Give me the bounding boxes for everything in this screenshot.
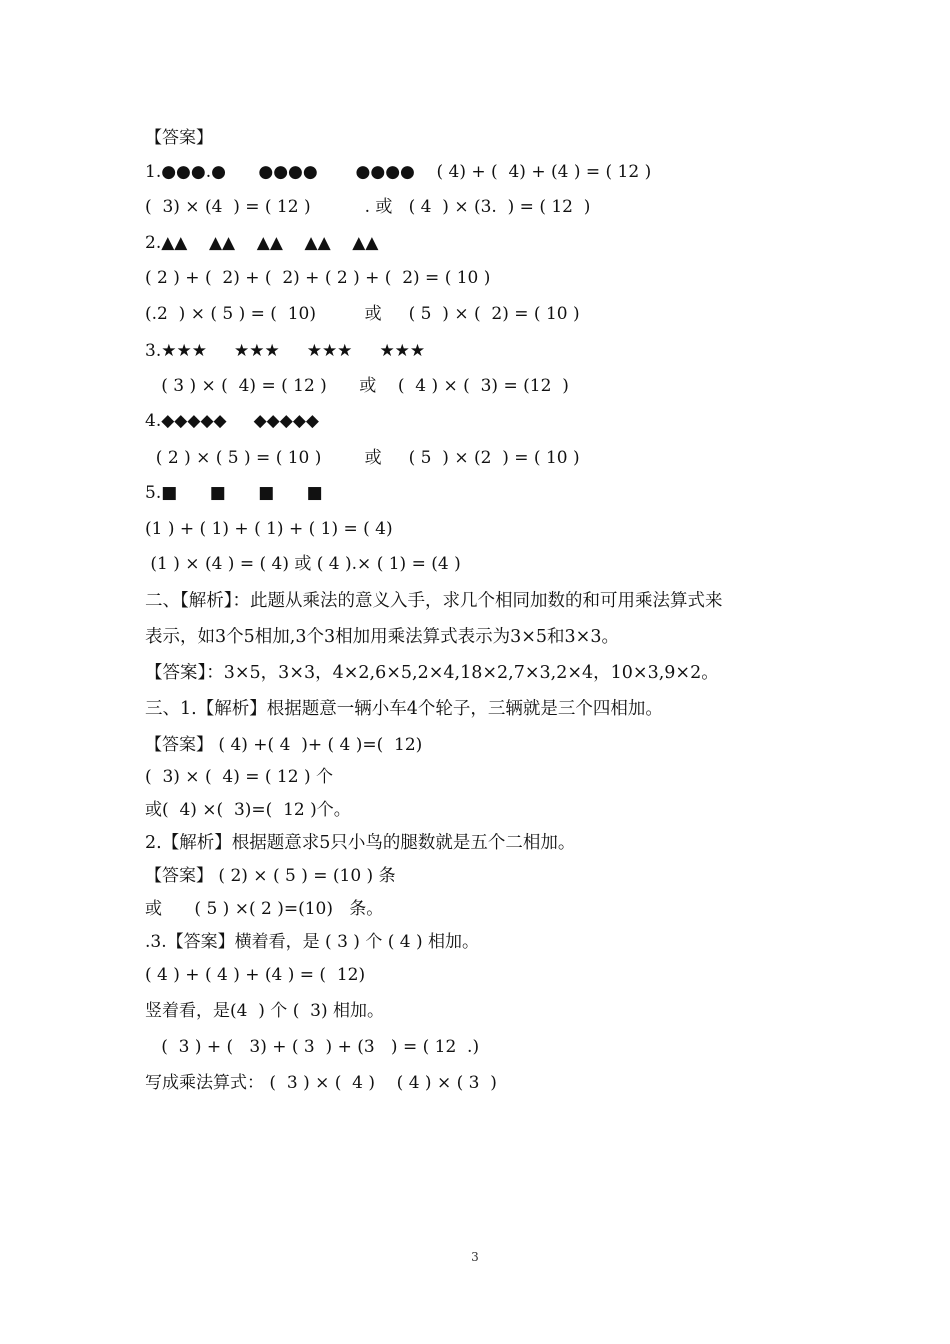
section3-q1-alternative: 或( 4) ×( 3)=( 12 )个。	[145, 800, 351, 820]
q3-multiplication: ( 3 ) × ( 4) = ( 12 ) 或 ( 4 ) × ( 3) = (12 )	[145, 376, 569, 396]
page-number: 3	[471, 1250, 479, 1264]
section2-analysis-cont: 表示，如3个5相加,3个3相加用乘法算式表示为3×5和3×3。	[145, 627, 619, 647]
section2-analysis: 二、【解析】：此题从乘法的意义入手，求几个相同加数的和可用乘法算式来	[145, 591, 723, 611]
section3-q3-answer: .3.【答案】横着看，是 ( 3 ) 个 ( 4 ) 相加。	[145, 932, 480, 952]
q5-addition: (1 ) + ( 1) + ( 1) + ( 1) = ( 4)	[145, 519, 393, 539]
section3-q2-analysis: 2.【解析】根据题意求5只小鸟的腿数就是五个二相加。	[145, 833, 576, 853]
section2-answer: 【答案】：3×5，3×3，4×2,6×5,2×4,18×2,7×3,2×4，10×3,9×2。	[145, 663, 719, 683]
section3-q3-vertical: 竖着看，是(4 ) 个 ( 3) 相加。	[145, 1001, 384, 1021]
answer-heading: 【答案】	[145, 128, 213, 148]
section3-q1-analysis: 三、1.【解析】根据题意一辆小车4个轮子，三辆就是三个四相加。	[145, 699, 663, 719]
q2-addition: ( 2 ) + ( 2) + ( 2) + ( 2 ) + ( 2) = ( 10 )	[145, 268, 491, 288]
section3-q1-answer: 【答案】 ( 4) +( 4 )+ ( 4 )=( 12)	[145, 735, 423, 755]
section3-q3-vertical-sum: ( 3 ) + ( 3) + ( 3 ) + (3 ) = ( 12 .)	[145, 1037, 480, 1057]
q2-multiplication: (.2 ) × ( 5 ) = ( 10) 或 ( 5 ) × ( 2) = ( 10 )	[145, 304, 580, 324]
q4-multiplication: ( 2 ) × ( 5 ) = ( 10 ) 或 ( 5 ) × (2 ) = ( 10 )	[145, 448, 580, 468]
q4-diamonds: 4.◆◆◆◆◆ ◆◆◆◆◆	[145, 411, 319, 431]
q5-multiplication: (1 ) × (4 ) = ( 4) 或 ( 4 ).× ( 1) = (4 )	[145, 554, 461, 574]
q5-squares: 5.■ ■ ■ ■	[145, 483, 323, 503]
section3-q1-multiplication: ( 3) × ( 4) = ( 12 ) 个	[145, 767, 333, 787]
q1-multiplication: ( 3) × (4 ) = ( 12 ) . 或 ( 4 ) × (3. ) = ( 12 )	[145, 197, 591, 217]
section3-q3-multiplication: 写成乘法算式： ( 3 ) × ( 4 ) ( 4 ) × ( 3 )	[145, 1073, 497, 1093]
q2-triangles: 2.▲▲ ▲▲ ▲▲ ▲▲ ▲▲	[145, 233, 379, 253]
section3-q3-horizontal-sum: ( 4 ) + ( 4 ) + (4 ) = ( 12)	[145, 965, 366, 985]
q3-stars: 3.★★★ ★★★ ★★★ ★★★	[145, 341, 426, 361]
section3-q2-alternative: 或 ( 5 ) ×( 2 )=(10) 条。	[145, 899, 384, 919]
section3-q2-answer: 【答案】 ( 2) × ( 5 ) = (10 ) 条	[145, 866, 396, 886]
q1-circles-addition: 1.●●●.● ●●●● ●●●● ( 4) + ( 4) + (4 ) = ( 12 )	[145, 162, 652, 182]
